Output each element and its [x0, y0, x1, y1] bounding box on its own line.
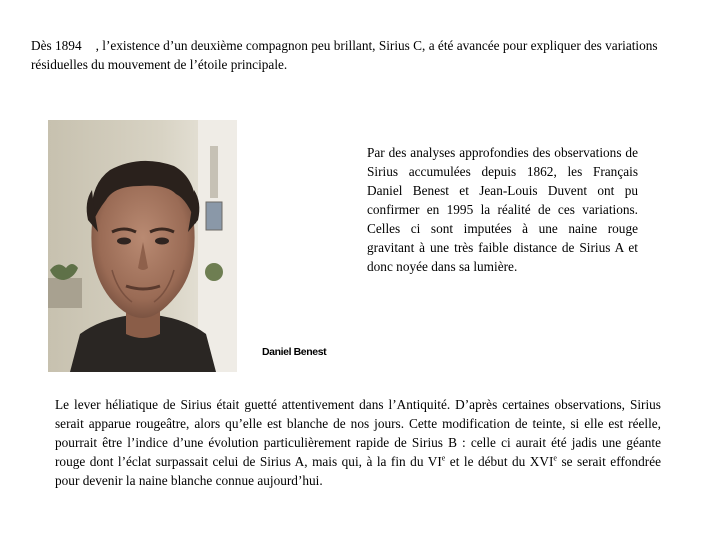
- portrait-illustration: [48, 120, 237, 372]
- intro-rest: , l’existence d’un deuxième compagnon peu brillant, Sirius C, a été avancée pour expliquer des variations résiduelles du mouvement de l’étoile principale.: [31, 38, 658, 72]
- photo-caption: Daniel Benest: [262, 346, 327, 358]
- intro-paragraph: [31, 36, 681, 74]
- side-paragraph: Par des analyses approfondies des observations de Sirius accumulées depuis 1862, les Français Daniel Benest et Jean-Louis Duvent ont pu confirmer en 1995 la réalité de ces variations. Celles ci sont imputées à une naine rouge gravitant à une très faible distance de Sirius A et donc noyée dans sa lumière.: [367, 145, 638, 274]
- superscript-e-2: e: [553, 453, 557, 463]
- main-text-part2: et le début du XVI: [445, 454, 554, 469]
- main-paragraph: [55, 395, 661, 490]
- portrait-photo: [48, 120, 237, 372]
- superscript-e-1: e: [441, 453, 446, 463]
- main-text-part3: se serait effondrée pour devenir la naine blanche connue aujourd’hui.: [55, 454, 662, 488]
- main-text-part1: Le lever héliatique de Sirius était guetté attentivement dans l’Antiquité. D’après certaines observations, Sirius serait apparue rougeâtre, alors qu’elle est blanche de nos jours. Cette modification de teinte, si elle est réelle, pourrait être l’indice d’une évolution particulièrement rapide de Sirius B : celle ci aurait été jadis une géante rouge dont l’éclat surpassait celui de Sirius A, mais qui, à la fin du VI: [55, 397, 661, 469]
- intro-year: Dès 1894: [31, 38, 82, 53]
